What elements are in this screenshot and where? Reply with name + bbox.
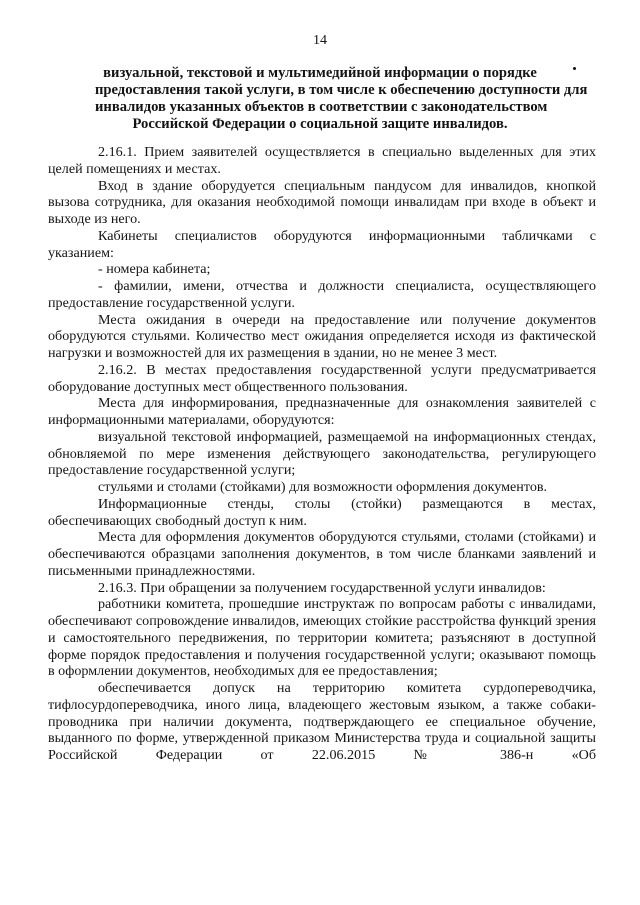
paragraph: Места ожидания в очереди на предоставление или получение документов оборудуются стульями. Количество мест ожидания определяется исходя из фактической нагрузки и возможностей для их размещения в здании, но не менее 3 мест. — [48, 311, 596, 361]
document-body — [48, 144, 596, 764]
page-number: 14 — [313, 33, 327, 48]
heading-line: Российской Федерации о социальной защите инвалидов. — [132, 116, 508, 132]
paragraph: работники комитета, прошедшие инструктаж по вопросам работы с инвалидами, обеспечивают сопровождение инвалидов, имеющих стойкие расстройства функций зрения и самостоятельного передвижения, по территории комитета; разъясняют в доступной форме порядок предоставления и получения государственной услуги; оказывают помощь в оформлении документов, необходимых для ее предоставления; — [48, 596, 596, 680]
paragraph: Места для оформления документов оборудуются стульями, столами (стойками) и обеспечиваются образцами заполнения документов, в том числе бланками заявлений и письменными принадлежностями. — [48, 529, 596, 579]
heading-line: визуальной, текстовой и мультимедийной информации о порядке — [103, 65, 537, 81]
paragraph: 2.16.2. В местах предоставления государственной услуги предусматривается оборудование доступных мест общественного пользования. — [48, 361, 596, 395]
paragraph: обеспечивается допуск на территорию комитета сурдопереводчика, тифлосурдопереводчика, иного лица, владеющего жестовым языком, а также собаки-проводника при наличии документа, подтверждающего ее специальное обучение, выданного по форме, утвержденной приказом Министерства труда и социальной защиты Российской Федерации от 22.06.2015 № 386-н «Об — [48, 680, 596, 763]
heading-line: инвалидов указанных объектов в соответствии с законодательством — [95, 99, 548, 115]
heading-line: предоставления такой услуги, в том числе к обеспечению доступности для — [95, 82, 588, 98]
paragraph: Вход в здание оборудуется специальным пандусом для инвалидов, кнопкой вызова сотрудника, для оказания необходимой помощи инвалидам при входе в объект и выходе из него. — [48, 177, 596, 227]
paragraph: визуальной текстовой информацией, размещаемой на информационных стендах, обновляемой по мере изменения действующего законодательства, регулирующего предоставление государственной услуги; — [48, 428, 596, 479]
paragraph: стульями и столами (стойками) для возможности оформления документов. — [98, 479, 548, 495]
paragraph: 2.16.1. Прием заявителей осуществляется в специально выделенных для этих целей помещениях и местах. — [48, 144, 596, 177]
paragraph: Места для информирования, предназначенные для ознакомления заявителей с информационными материалами, оборудуются: — [48, 395, 596, 428]
paragraph: Кабинеты специалистов оборудуются информационными табличками с указанием: — [48, 227, 596, 261]
section-heading — [95, 65, 588, 133]
paragraph: Информационные стенды, столы (стойки) размещаются в местах, обеспечивающих свободный доступ к ним. — [48, 495, 596, 529]
paragraph: - фамилии, имени, отчества и должности специалиста, осуществляющего предоставление государственной услуги. — [48, 278, 596, 311]
paragraph: 2.16.3. При обращении за получением государственной услуги инвалидов: — [98, 579, 546, 596]
paragraph: - номера кабинета; — [98, 261, 211, 278]
scan-dot-mark — [573, 67, 576, 70]
